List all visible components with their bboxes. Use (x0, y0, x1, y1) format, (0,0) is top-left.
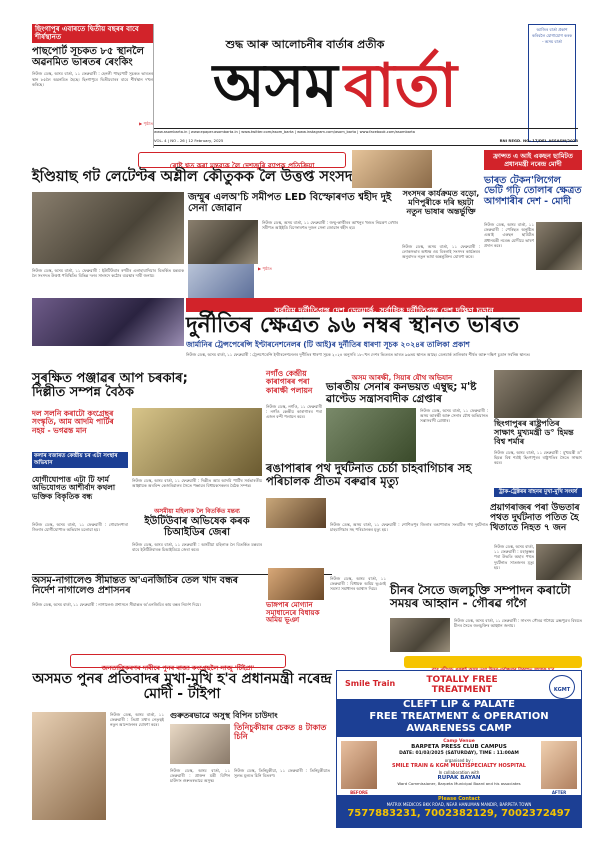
france-body: নিউজ ডেস্ক, অসম বাৰ্তা, ১১ ফেব্ৰুৱাৰী : পেৰিছত অনুষ্ঠিত এআই একছন ছামিটত প্ৰধানমন্ত্ৰী নৰেন্দ্ৰ মোদীয়ে ভাষণ প্ৰদান কৰে। (484, 222, 534, 248)
naga-story (32, 576, 264, 597)
army-body: নিউজ ডেস্ক, অসম বাৰ্তা, ১১ ফেব্ৰুৱাৰী : অসম আৰক্ষী আৰু সেনাৰ যৌথ অভিযানত সন্ত্ৰাসবাদী গ্ৰেপ্তাৰ। (420, 408, 488, 424)
naga-headline[interactable]: অসম-নাগালেণ্ড সীমান্তত অ'এনজিচিৰ তেল খাদ বন্ধৰ নিৰ্দেশ নাগালেণ্ড প্ৰশাসনৰ (32, 575, 238, 597)
france-kicker-text: ফ্ৰান্সত এ আই একছন ছামিটত প্ৰধানমন্ত্ৰী নৰেন্দ্ৰ মোদী (493, 152, 573, 168)
money-photo (32, 298, 184, 346)
ad-collab-line: Ward Commissioner, Barpeta Municipal Board and his associates (397, 781, 521, 786)
jammu-story (188, 192, 398, 214)
goalpara-kicker (32, 452, 128, 468)
punjab-subhead-box (32, 410, 128, 435)
prayagraj-body: নিউজ ডেস্ক, অসম বাৰ্তা, ১১ ফেব্ৰুৱাৰী : মহাকুম্ভৰ পৰা উভতি অহাৰ পথত দুৰ্ঘটনাত সাতজনৰ মৃত্যু হয়। (494, 544, 534, 570)
punjab-body: নিউজ ডেস্ক, অসম বাৰ্তা, ১১ ফেব্ৰুৱাৰী : দিল্লীত আম আদমি পাৰ্টিৰ সৰ্বভাৰতীয় আহ্বায়ক অৰবিন্দ কেজৰিৱালৰ সৈতে পঞ্জাৱৰ বিধায়কসকলৰ বৈঠক সম্পন্ন। (132, 478, 262, 489)
ad-title-line2: FREE TREATMENT & OPERATION (369, 711, 549, 722)
tripura-kicker-text: জনতাত্ৰিকৰণৰ দাবীৰে পুনৰ ৰাজ্য কংগ্ৰেছলৈ সাজু 'টিইপ্ৰা' (101, 664, 255, 672)
accident-story (266, 462, 488, 487)
nagaon-headline[interactable]: নগাঁও কেন্দ্ৰীয় কাৰাগাৰৰ পৰা কাৰাক্ষী পলায়ন (266, 369, 313, 395)
nagaon-body: নিউজ ডেস্ক, নগাঁও, ১১ ফেব্ৰুৱাৰী : নগাঁও কেন্দ্ৰীয় কাৰাগাৰৰ পৰা এজন বন্দী পলায়ন কৰে। (266, 404, 322, 420)
top-strip-label: ৰোষ্ট শ্বত কৰা মন্তব্যক লৈ দেশজুৰি ব্যাপক প্ৰতিক্ৰিয়া (169, 162, 315, 170)
bipin-photo (170, 724, 230, 764)
army-headline[interactable]: ভাৰতীয় সেনাৰ কনভয়ত এম্বুছ; ম'ষ্ট ৱাণ্টেড সন্ত্ৰাসবাদীক গ্ৰেপ্তাৰ (326, 381, 477, 405)
india-headline[interactable]: ইণ্ডিয়াছ গট লেটেণ্টৰ অশ্লীল কৌতুকক লৈ উত্তপ্ত সংসদ (32, 169, 353, 185)
left-teaser-more[interactable]: ▶ পৃষ্ঠাত (139, 121, 153, 127)
punjab-photo (132, 408, 262, 476)
china-photo (390, 618, 450, 652)
ad-venue: BARPETA PRESS CLUB CAMPUS (411, 744, 507, 750)
masthead-title-part1: অসম (212, 51, 338, 121)
tripura-kicker (70, 654, 286, 672)
corruption-subhead: জাৰ্মানিৰ ট্ৰেন্সপেৰেন্সি ইণ্টাৰনেশনেলৰ (টি আই)ৰ দুৰ্নীতিৰ ধাৰণা সূচক ২০২৪ৰ তালিকা প্ৰকাশ (186, 340, 470, 350)
ad-after-photo (541, 741, 577, 789)
top-strip (138, 152, 346, 168)
goalpara-kicker-text: কলাৰ বজাৰত কেন্দ্ৰীয় চৰ এটা সংস্থাৰ অভিযান (34, 453, 118, 466)
india-body: নিউজ ডেস্ক, অসম বাৰ্তা, ১১ ফেব্ৰুৱাৰী : ইউটিউবাৰ ৰণবীৰ এলাহাবাদিয়াৰ বিতৰ্কিত মন্তব্যক লৈ সংসদত উত্তপ্ত পৰিস্থিতি। বিভিন্ন দলৰ সাংসদে কঠোৰ ব্যৱস্থাৰ দাবী জনায়। (32, 268, 184, 279)
army-kicker-text: অসম আৰক্ষী, সিয়াৰ যৌথ অভিযান (351, 374, 453, 382)
china-story (390, 584, 582, 610)
masthead-title (185, 52, 485, 120)
france-headline[interactable]: ভাৰত টেকন'লিগেল ভেটি গঢ়ি তোলাৰ ক্ষেত্ৰত আগশাৰীৰ দেশ - মোদী (484, 175, 582, 207)
prayagraj-kicker-text: ট্ৰাক-ট্ৰেক্টৰৰ বাহনৰ মুখা-মুখি সংঘৰ্ষ (498, 489, 578, 495)
ad-smiletrain-logo: Smile Train (345, 679, 396, 688)
ad-contact-label: Please Contact (437, 796, 481, 802)
ad-organised: organised by : (444, 758, 474, 763)
ad-before-photo (341, 741, 377, 789)
accident-headline[interactable]: ৰঙাপাৰাৰ পথ দুৰ্ঘটনাত চেৰ্চা চাহবাগিচাৰ সহ পৰিচালক প্ৰীতম বৰুৱাৰ মৃত্যু (266, 461, 472, 488)
stage-photo (188, 264, 254, 298)
masthead-rni: RNI REGD. NO: 17/DEL ASSASM/2023 (499, 138, 578, 143)
bhanupur-photo (268, 568, 324, 600)
masthead-links: www.asombarta.in | www.epaper.asombarta.in | www.twitter.com/asom_barta | www.instagram.com/asom_barta | www.facebook.com/asombarta (154, 130, 416, 134)
bhanupur-body: নিউজ ডেস্ক, অসম বাৰ্তা, ১১ ফেব্ৰুৱাৰী : বিধায়ক অমিয় ভূঞাই সমস্যা সমাধানৰ আশ্বাস দিয়ে। (330, 576, 386, 592)
ad-center (381, 739, 537, 786)
singapore-headline[interactable]: ছিংগাপুৰৰ ৰাষ্ট্ৰপতিৰ সাক্ষাৎ মুখ্যমন্ত্ৰী ড° হিমন্ত বিশ্ব শৰ্মাৰ (494, 419, 574, 446)
parliament-photo (32, 192, 184, 264)
modi-photo-top (352, 150, 432, 188)
left-teaser-kicker: ছিংগাপুৰ এবাৰতে দ্বিতীয় বছৰৰ বাবে শীৰ্ষস্থানত (32, 24, 153, 43)
tripura-story (32, 672, 332, 703)
ad-organiser: SMILE TRAIN & KGM MULTISPECIALTY HOSPITAL (391, 763, 526, 769)
masthead-right-box (528, 24, 576, 142)
corruption-banner-text: সৰ্বনিম্ন দুৰ্নীতিগ্ৰস্ত দেশ ডেনমাৰ্ক, সৰ্বাধিক দুৰ্নীতিগ্ৰস্ত দেশ দক্ষিণ চুডান (274, 306, 494, 315)
accident-photo (266, 498, 326, 528)
bipin-story (170, 712, 330, 721)
ad-box (336, 670, 582, 828)
ad-collab: In collaboration with (438, 770, 480, 775)
masthead-title-part2: বাৰ্তা (343, 51, 458, 121)
bipin-headline[interactable]: গুৰুতৰভাৱে অসুস্থ বিপিন চাউদাং (170, 711, 278, 720)
tripura-photo (32, 712, 106, 820)
naga-body: নিউজ ডেস্ক, অসম বাৰ্তা, ১১ ফেব্ৰুৱাৰী : নাগালেণ্ড প্ৰশাসনে সীমান্তত অ'এনজিচিৰ কাম বন্ধৰ নিৰ্দেশ দিয়ে। (32, 602, 201, 607)
prayagraj-photo (536, 544, 582, 580)
left-teaser-body: নিউজ ডেস্ক, অসম বাৰ্তা, ১১ ফেব্ৰুৱাৰী : হেনলী পাছপোৰ্ট সূচকত ভাৰতৰ স্থান ৮৫লৈ অৱনমিত হৈছে। ছিংগাপুৰে দ্বিতীয়বাৰৰ বাবে শীৰ্ষস্থান দখল কৰিছে। (32, 71, 153, 87)
masthead-vol-line (154, 138, 578, 146)
india-story (32, 170, 398, 186)
china-headline[interactable]: চীনৰ সৈতে জলচুক্তি সম্পাদন কৰাটো সময়ৰ আহ্বান - গৌৰৱ গগৈ (390, 583, 571, 611)
goalpara-story (32, 476, 128, 501)
corruption-headline[interactable]: দুৰ্নীতিৰ ক্ষেত্ৰত ৯৬ নম্বৰ স্থানত ভাৰত (186, 313, 520, 338)
jammu-photo (188, 220, 258, 264)
bhanupur-story (266, 602, 326, 625)
accident-body: নিউজ ডেস্ক, অসম বাৰ্তা, ১১ ফেব্ৰুৱাৰী : শোণিতপুৰ জিলাৰ ৰঙাপাৰাত সংঘটিত পথ দুৰ্ঘটনাত চাহবাগিচাৰ সহ পৰিচালকৰ মৃত্যু হয়। (330, 522, 488, 533)
left-teaser-headline: পাছপোৰ্ট সূচকত ৮৫ স্থানলৈ অৱনমিত ভাৰতৰ ৰেংকিং (32, 46, 144, 69)
manipur-headline[interactable]: সংসদৰ কাৰ্যক্ৰমত বড়ো, মণিপুৰীকে দৰি ছয়টা নতুন ভাষাৰ অন্তৰ্ভুক্তি (402, 189, 480, 216)
masthead-right-box-text: আজিৰ বাৰ্তা প্ৰকাশ কৰিবলৈ যোগাযোগ কৰক - অসম বাৰ্তা (531, 27, 573, 44)
train-strip (404, 656, 582, 668)
tripura-headline[interactable]: অসমত পুনৰ প্ৰতিবাদৰ মুখা-মুখি হ'ব প্ৰধানমন্ত্ৰী নৰেন্দ্ৰ মোদী - টাইপা (32, 671, 332, 703)
left-teaser (32, 24, 154, 148)
tinsukia-body: নিউজ ডেস্ক, তিনিচুকীয়া, ১১ ফেব্ৰুৱাৰী : তিনিচুকীয়াত সুলভ মূল্যত চিনি বিতৰণ। (234, 768, 330, 779)
india-more-link[interactable]: ▶ পৃষ্ঠাত (258, 266, 272, 271)
bipin-body: নিউজ ডেস্ক, অসম বাৰ্তা, ১১ ফেব্ৰুৱাৰী : প্ৰাক্তন মন্ত্ৰী বিপিন চাউদাং গুৰুতৰভাৱে অসুস্থ। (170, 768, 230, 784)
youtuber-headline[interactable]: ইউটিউবাৰ অভিষেক কৰক চিআইডিৰ জেৰা (144, 516, 250, 538)
corruption-story (186, 314, 582, 352)
ad-phones[interactable]: 7577883231, 7002382129, 7002372497 (347, 808, 571, 819)
goalpara-headline[interactable]: যোগীঘোপাত্ত এটা টি ফাৰ্ম অভিযোগত আশীৰ্বাদ কথলা ভক্তিক বিকৃতিক বন্ধ (32, 475, 115, 501)
ad-title-line1: CLEFT LIP & PALATE (403, 699, 515, 710)
masthead-tagline: শুদ্ধ আৰু আলোচনীৰ বাৰ্তাৰ প্ৰতীক (225, 38, 385, 51)
bhanupur-headline[interactable]: ভাঙ্গপাৰ মোগ্যান সমাধানেৰে বিধায়ক অমিয় ভূঞা (266, 601, 320, 625)
ad-date: DATE: 01/03/2025 (SATURDAY), TIME : 11:00AM (399, 751, 519, 756)
prayagraj-story (490, 504, 582, 534)
masthead-vol-date: VOL- 4 | NO - 26 | 12 February, 2025 (154, 138, 224, 143)
nagaon-story (266, 370, 322, 395)
ad-after-label: AFTER (551, 790, 567, 795)
manipur-body: নিউজ ডেস্ক, অসম বাৰ্তা, ১১ ফেব্ৰুৱাৰী : লোকসভাৰ অধ্যক্ষ ওম বিৰলাই সংসদৰ কাৰ্যক্ৰমৰ অনুবাদত নতুন ভাষা অন্তৰ্ভুক্তিৰ ঘোষণা কৰে। (402, 244, 480, 260)
india-more (258, 266, 398, 296)
punjab-story (32, 372, 192, 401)
ad-title-line3: AWARENESS CAMP (406, 723, 512, 734)
ad-collab-name: RUPAK BAYAN (437, 775, 481, 781)
army-story (326, 382, 488, 405)
youtuber-kicker-text: অসমীয়া মহিলাক লৈ বিতৰ্কিত মন্তব্য (154, 508, 240, 515)
prayagraj-headline[interactable]: প্ৰয়াগৰাজৰ পৰা উভতাৰ পথত দুৰ্ঘটনাত পতিত হৈ থিতাতে নিহত ৭ জন (490, 503, 580, 533)
ad-kgmt-logo (549, 675, 575, 699)
tripura-body: নিউজ ডেস্ক, অসম বাৰ্তা, ১১ ফেব্ৰুৱাৰী : তিপ্ৰা মথাৰ নেতৃত্বই নতুন আন্দোলনৰ ঘোষণা কৰে। (110, 712, 164, 728)
ad-title-box (337, 699, 581, 737)
goalpara-body: নিউজ ডেস্ক, অসম বাৰ্তা, ১১ ফেব্ৰুৱাৰী : গোৱালপাৰা জিলাৰ যোগীঘোপাত অভিযান চলোৱা হয়। (32, 522, 128, 533)
corruption-banner (186, 298, 582, 315)
masthead-info-line (154, 128, 578, 136)
punjab-headline[interactable]: সুৰক্ষিত পঞ্জাৱৰ আপ চৰকাৰ; দিল্লীত সম্পন্ন বৈঠক (32, 371, 188, 401)
jammu-body: নিউজ ডেস্ক, অসম বাৰ্তা, ১১ ফেব্ৰুৱাৰী : জম্মু-কাশ্মীৰৰ আখনুৰ খণ্ডত নিয়ন্ত্ৰণ ৰেখাৰ সমীপত আইইডি বিস্ফোৰণত দুজন সেনা জোৱান শ্বহীদ হয়। (262, 220, 398, 231)
france-kicker (484, 150, 582, 170)
jammu-headline[interactable]: জম্মুৰ এলঅ'চি সমীপত LED বিস্ফোৰণত শ্বহীদ দুই সেনা জোৱান (188, 192, 392, 214)
youtuber-body: নিউজ ডেস্ক, অসম বাৰ্তা, ১১ ফেব্ৰুৱাৰী : অসমীয়া মহিলাক লৈ বিতৰ্কিত মন্তব্যৰ বাবে ইউটিউবাৰক চিআইডিয়ে জেৰা কৰে। (132, 542, 262, 553)
china-body: নিউজ ডেস্ক, অসম বাৰ্তা, ১১ ফেব্ৰুৱাৰী : সাংসদ গৌৰৱ গগৈয়ে ব্ৰহ্মপুত্ৰৰ বিষয়ত চীনৰ সৈতে জলচুক্তিৰ আহ্বান জনায়। (454, 618, 582, 629)
ad-venue-label: Camp Venue (443, 739, 475, 744)
france-photo (536, 222, 582, 270)
singapore-photo (494, 370, 582, 418)
ad-kgmt-text: KGMT (553, 687, 571, 693)
punjab-subhead: দল সলনি কৰাটো কংগ্ৰেছৰ সংস্কৃতি, আম আদমি পাৰ্টিৰ নহয় - ভগৱন্ত মান (32, 409, 114, 435)
ad-contact-box (337, 795, 581, 827)
tinsukia-headline[interactable]: তিনিচুকীয়াৰ চেকত ৪ টাকাত চিনি (234, 723, 327, 741)
manipur-story (402, 190, 480, 216)
ad-contact-address: MATRIX MEDICOS BKK ROAD, NEAR HANUMAN MANDIR, BARPETA TOWN (386, 802, 532, 807)
singapore-body: নিউজ ডেস্ক, অসম বাৰ্তা, ১১ ফেব্ৰুৱাৰী : মুখ্যমন্ত্ৰী ড° হিমন্ত বিশ্ব শৰ্মাই ছিংগাপুৰৰ ৰাষ্ট্ৰপতিৰ সৈতে সাক্ষাৎ কৰে। (494, 450, 582, 466)
corruption-body: নিউজ ডেস্ক, অসম বাৰ্তা, ১১ ফেব্ৰুৱাৰী : ট্ৰেন্সপেৰেন্সি ইণ্টাৰনেশনেলৰ দুৰ্নীতিৰ ধাৰণা সূচক ২০২৪ অনুসৰি ১৮০খন দেশৰ ভিতৰত ভাৰত ৯৬তম স্থানত আছে। ডেনমাৰ্ক তালিকাৰ শীৰ্ষত আৰু দক্ষিণ চুডান সৰ্বনিম্ন স্থানত। (186, 352, 531, 357)
ad-badge: TOTALLY FREE TREATMENT (426, 675, 498, 695)
singapore-story (494, 420, 582, 446)
ad-before-label: BEFORE (350, 790, 368, 795)
prayagraj-kicker (494, 488, 582, 497)
army-photo (326, 408, 416, 462)
tinsukia-story (234, 724, 330, 742)
france-story (484, 176, 582, 207)
youtuber-story (132, 516, 262, 538)
